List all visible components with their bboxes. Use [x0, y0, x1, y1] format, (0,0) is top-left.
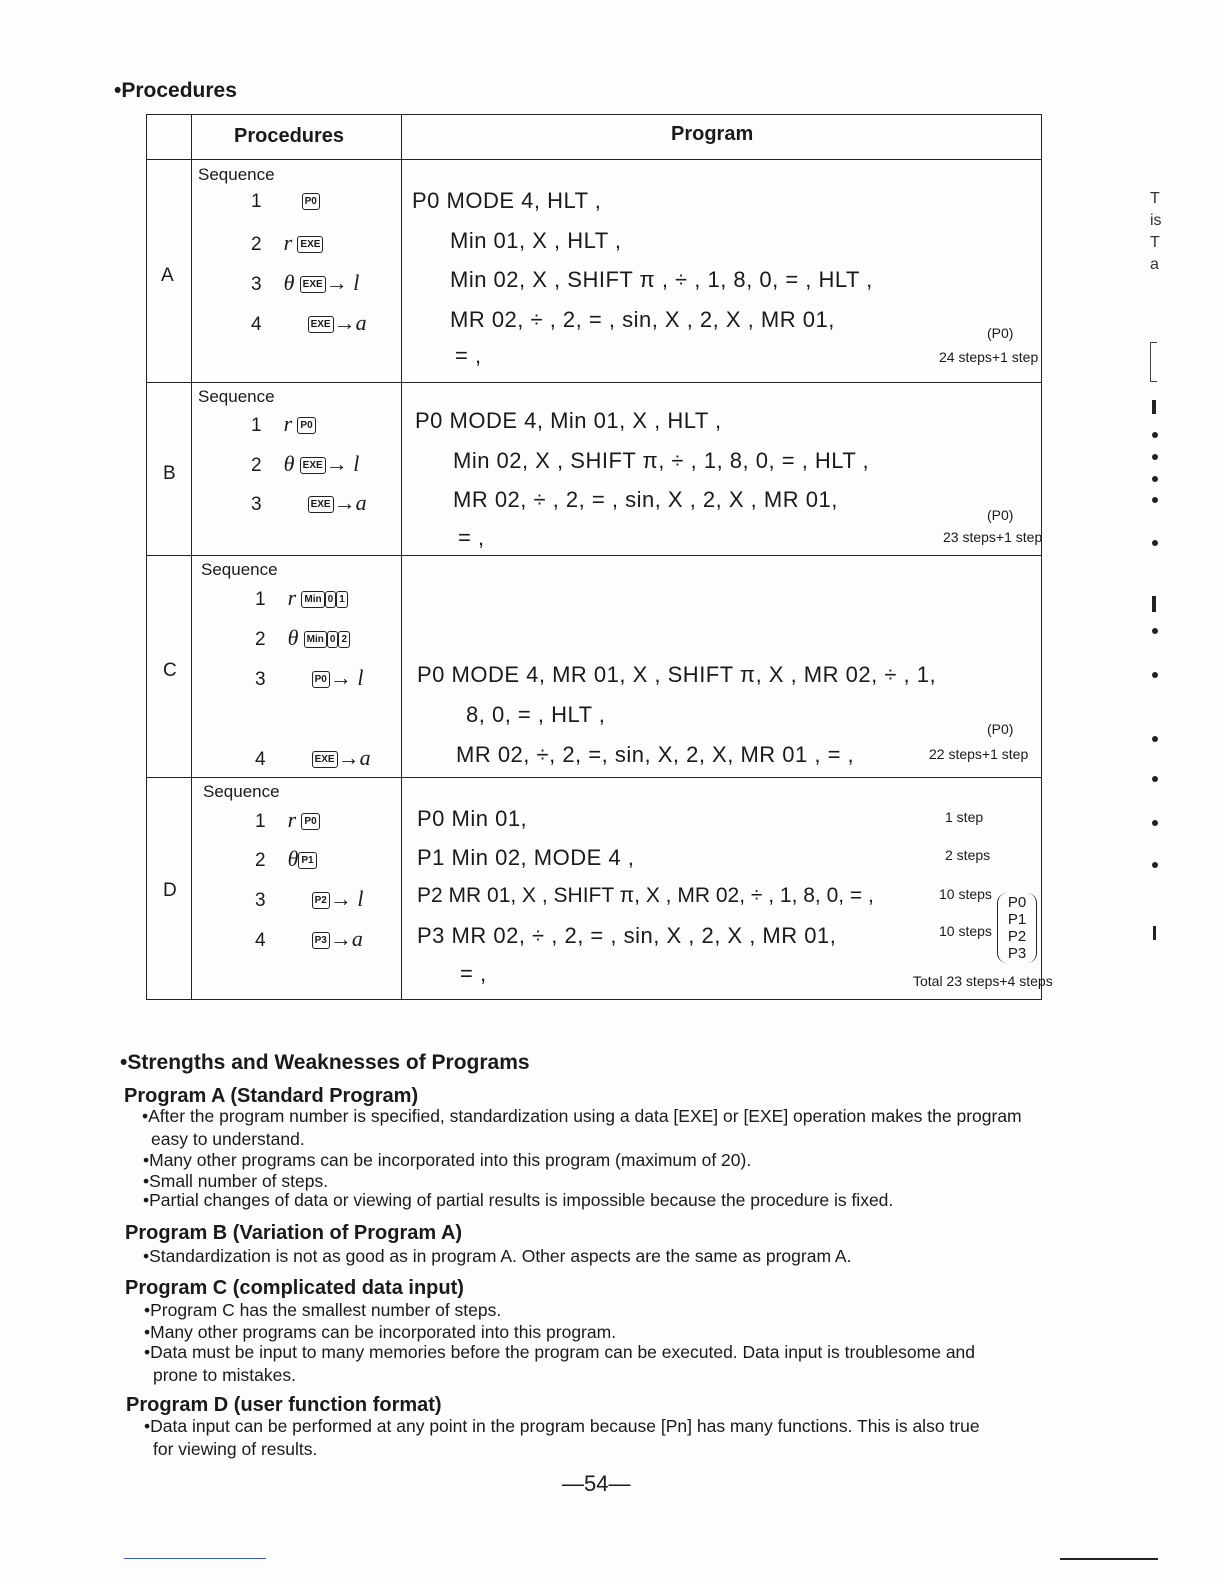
margin-bullet — [1152, 628, 1158, 634]
program-a-bullet-2: •Many other programs can be incorporated into this program (maximum of 20). — [143, 1150, 752, 1170]
program-a-line-5: = , — [455, 343, 482, 368]
sequence-label: Sequence — [198, 387, 275, 406]
program-a-title: Program A (Standard Program) — [124, 1085, 419, 1107]
margin-bullet — [1152, 497, 1158, 503]
procedures-table — [146, 114, 1053, 1000]
margin-bullet — [1152, 672, 1158, 678]
program-c-bullet-1: •Program C has the smallest number of steps. — [144, 1300, 502, 1320]
margin-bar — [1152, 596, 1156, 612]
program-b-note-steps: 23 steps+1 step — [943, 529, 1043, 545]
exe-key-icon: EXE — [308, 496, 334, 513]
p1-key-icon: P1 — [298, 852, 316, 869]
step-d2: 2 θ P1 — [255, 846, 317, 872]
p0-key-icon: P0 — [301, 813, 319, 830]
step-a4: 4 EXE →a — [251, 310, 367, 335]
margin-letter-1: T — [1150, 190, 1160, 207]
row-label-a: A — [161, 265, 174, 286]
min-key-icon: Min — [304, 631, 327, 648]
program-c-line-2: 8, 0, = , HLT , — [466, 702, 606, 727]
program-a-line-4: MR 02, ÷ , 2, = , sin, X , 2, X , MR 01, — [450, 307, 835, 332]
margin-bracket — [1150, 342, 1157, 382]
zero-key-icon: 0 — [325, 591, 337, 608]
row-divider-cd — [147, 777, 1041, 778]
exe-key-icon: EXE — [308, 316, 334, 333]
program-d-line-5: = , — [460, 961, 487, 986]
program-a-line-3: Min 02, X , SHIFT π , ÷ , 1, 8, 0, = , HLT , — [450, 267, 873, 292]
col-divider-1 — [191, 115, 192, 999]
sequence-label: Sequence — [203, 782, 280, 801]
bottom-rule-right — [1060, 1558, 1158, 1560]
program-d-line-1: P0 Min 01, — [417, 806, 528, 831]
program-c-bullet-3-cont: prone to mistakes. — [153, 1365, 296, 1385]
header-procedures: Procedures — [234, 125, 345, 147]
program-a-line-1: P0 MODE 4, HLT , — [412, 188, 602, 213]
program-c-bullet-3: •Data must be input to many memories before the program can be executed. Data input is troublesome and — [144, 1342, 976, 1362]
zero-key-icon: 0 — [327, 631, 339, 648]
program-b-line-2: Min 02, X , SHIFT π, ÷ , 1, 8, 0, = , HLT , — [453, 448, 870, 473]
two-key-icon: 2 — [338, 631, 350, 648]
p0-key-icon: P0 — [312, 671, 330, 688]
step-d4: 4 P3 →a — [255, 926, 363, 951]
program-b-title: Program B (Variation of Program A) — [125, 1222, 463, 1244]
p0-key-icon: P0 — [297, 417, 315, 434]
step-c3: 3 P0 → l — [255, 665, 364, 690]
program-b-bullet-1: •Standardization is not as good as in program A. Other aspects are the same as program A. — [143, 1246, 852, 1266]
program-d-brace: P0 P1 P2 P3 — [997, 893, 1037, 963]
row-label-c: C — [163, 660, 177, 681]
program-d-steps-4: 10 steps — [939, 923, 992, 939]
program-d-steps-2: 2 steps — [945, 847, 991, 863]
step-c2: 2 θ Min 0 2 — [255, 625, 350, 651]
step-d1: 1 r P0 — [255, 807, 320, 833]
col-divider-2 — [401, 115, 402, 999]
step-a2: 2 r EXE — [251, 230, 323, 256]
program-d-line-2: P1 Min 02, MODE 4 , — [417, 845, 635, 870]
program-a-bullet-1: •After the program number is specified, standardization using a data [EXE] or [EXE] operation makes the program — [142, 1106, 1022, 1126]
margin-bullet — [1152, 454, 1158, 460]
margin-bullet — [1152, 540, 1158, 546]
margin-bullet — [1152, 820, 1158, 826]
margin-letter-3: T — [1150, 234, 1160, 251]
program-a-bullet-1-cont: easy to understand. — [151, 1129, 305, 1149]
program-c-line-3: MR 02, ÷, 2, =, sin, X, 2, X, MR 01 , = , — [456, 742, 855, 767]
program-c-note-steps: 22 steps+1 step — [929, 746, 1029, 762]
page-heading: •Procedures — [114, 79, 237, 102]
exe-key-icon: EXE — [312, 751, 338, 768]
step-c1: 1 r Min 0 1 — [255, 585, 348, 611]
program-b-line-4: = , — [458, 525, 485, 550]
step-a3: 3 θ EXE → l — [251, 270, 360, 295]
p2-key-icon: P2 — [312, 892, 330, 909]
program-d-title: Program D (user function format) — [126, 1394, 442, 1416]
program-d-steps-3: 10 steps — [939, 886, 992, 902]
program-d-line-4: P3 MR 02, ÷ , 2, = , sin, X , 2, X , MR 01, — [417, 923, 837, 948]
p3-key-icon: P3 — [312, 932, 330, 949]
section-heading: •Strengths and Weaknesses of Programs — [120, 1051, 530, 1074]
row-label-b: B — [163, 463, 176, 484]
exe-key-icon: EXE — [297, 236, 323, 253]
program-a-line-2: Min 01, X , HLT , — [450, 228, 622, 253]
exe-key-icon: EXE — [300, 276, 326, 293]
step-d3: 3 P2 → l — [255, 886, 364, 911]
one-key-icon: 1 — [336, 591, 348, 608]
program-d-bullet-1: •Data input can be performed at any point in the program because [Pn] has many functions. This is also true — [144, 1416, 980, 1436]
row-divider-bc — [147, 555, 1041, 556]
step-a1: 1 P0 — [251, 191, 320, 213]
margin-bullet — [1152, 736, 1158, 742]
program-b-line-3: MR 02, ÷ , 2, = , sin, X , 2, X , MR 01, — [453, 487, 838, 512]
margin-bullet — [1152, 476, 1158, 482]
row-label-d: D — [163, 880, 177, 901]
margin-bar — [1152, 400, 1156, 414]
program-c-note-label: (P0) — [987, 721, 1014, 737]
program-d-line-3: P2 MR 01, X , SHIFT π, X , MR 02, ÷ , 1, 8, 0, = , — [417, 884, 874, 907]
program-a-note-steps: 24 steps+1 step — [939, 349, 1039, 365]
program-c-bullet-2: •Many other programs can be incorporated into this program. — [144, 1322, 617, 1342]
p0-key-icon: P0 — [302, 193, 320, 210]
margin-bullet — [1152, 862, 1158, 868]
program-a-bullet-4: •Partial changes of data or viewing of partial results is impossible because the procedure is fixed. — [143, 1190, 894, 1210]
program-a-bullet-3: •Small number of steps. — [143, 1171, 329, 1191]
program-b-line-1: P0 MODE 4, Min 01, X , HLT , — [415, 408, 722, 433]
header-divider — [147, 159, 1041, 160]
step-b2: 2 θ EXE → l — [251, 451, 360, 476]
step-b1: 1 r P0 — [251, 411, 316, 437]
header-program: Program — [671, 123, 754, 145]
bottom-rule-left — [124, 1558, 266, 1559]
step-c4: 4 EXE →a — [255, 745, 371, 770]
program-b-note-label: (P0) — [987, 507, 1014, 523]
exe-key-icon: EXE — [300, 457, 326, 474]
margin-bullet — [1152, 776, 1158, 782]
program-c-title: Program C (complicated data input) — [125, 1277, 464, 1299]
sequence-label: Sequence — [201, 560, 278, 579]
margin-bar — [1153, 926, 1156, 940]
margin-bullet — [1152, 432, 1158, 438]
margin-letter-4: a — [1150, 256, 1159, 273]
sequence-label: Sequence — [198, 165, 275, 184]
program-d-bullet-1-cont: for viewing of results. — [153, 1439, 318, 1459]
step-b3: 3 EXE →a — [251, 490, 367, 515]
program-d-steps-1: 1 step — [945, 809, 984, 825]
program-a-note-label: (P0) — [987, 325, 1014, 341]
min-key-icon: Min — [301, 591, 324, 608]
program-d-total: Total 23 steps+4 steps — [913, 973, 1053, 989]
page-number: —54— — [562, 1471, 631, 1496]
program-c-line-1: P0 MODE 4, MR 01, X , SHIFT π, X , MR 02, ÷ , 1, — [417, 662, 937, 687]
margin-letter-2: is — [1150, 212, 1162, 229]
row-divider-ab — [147, 382, 1041, 383]
